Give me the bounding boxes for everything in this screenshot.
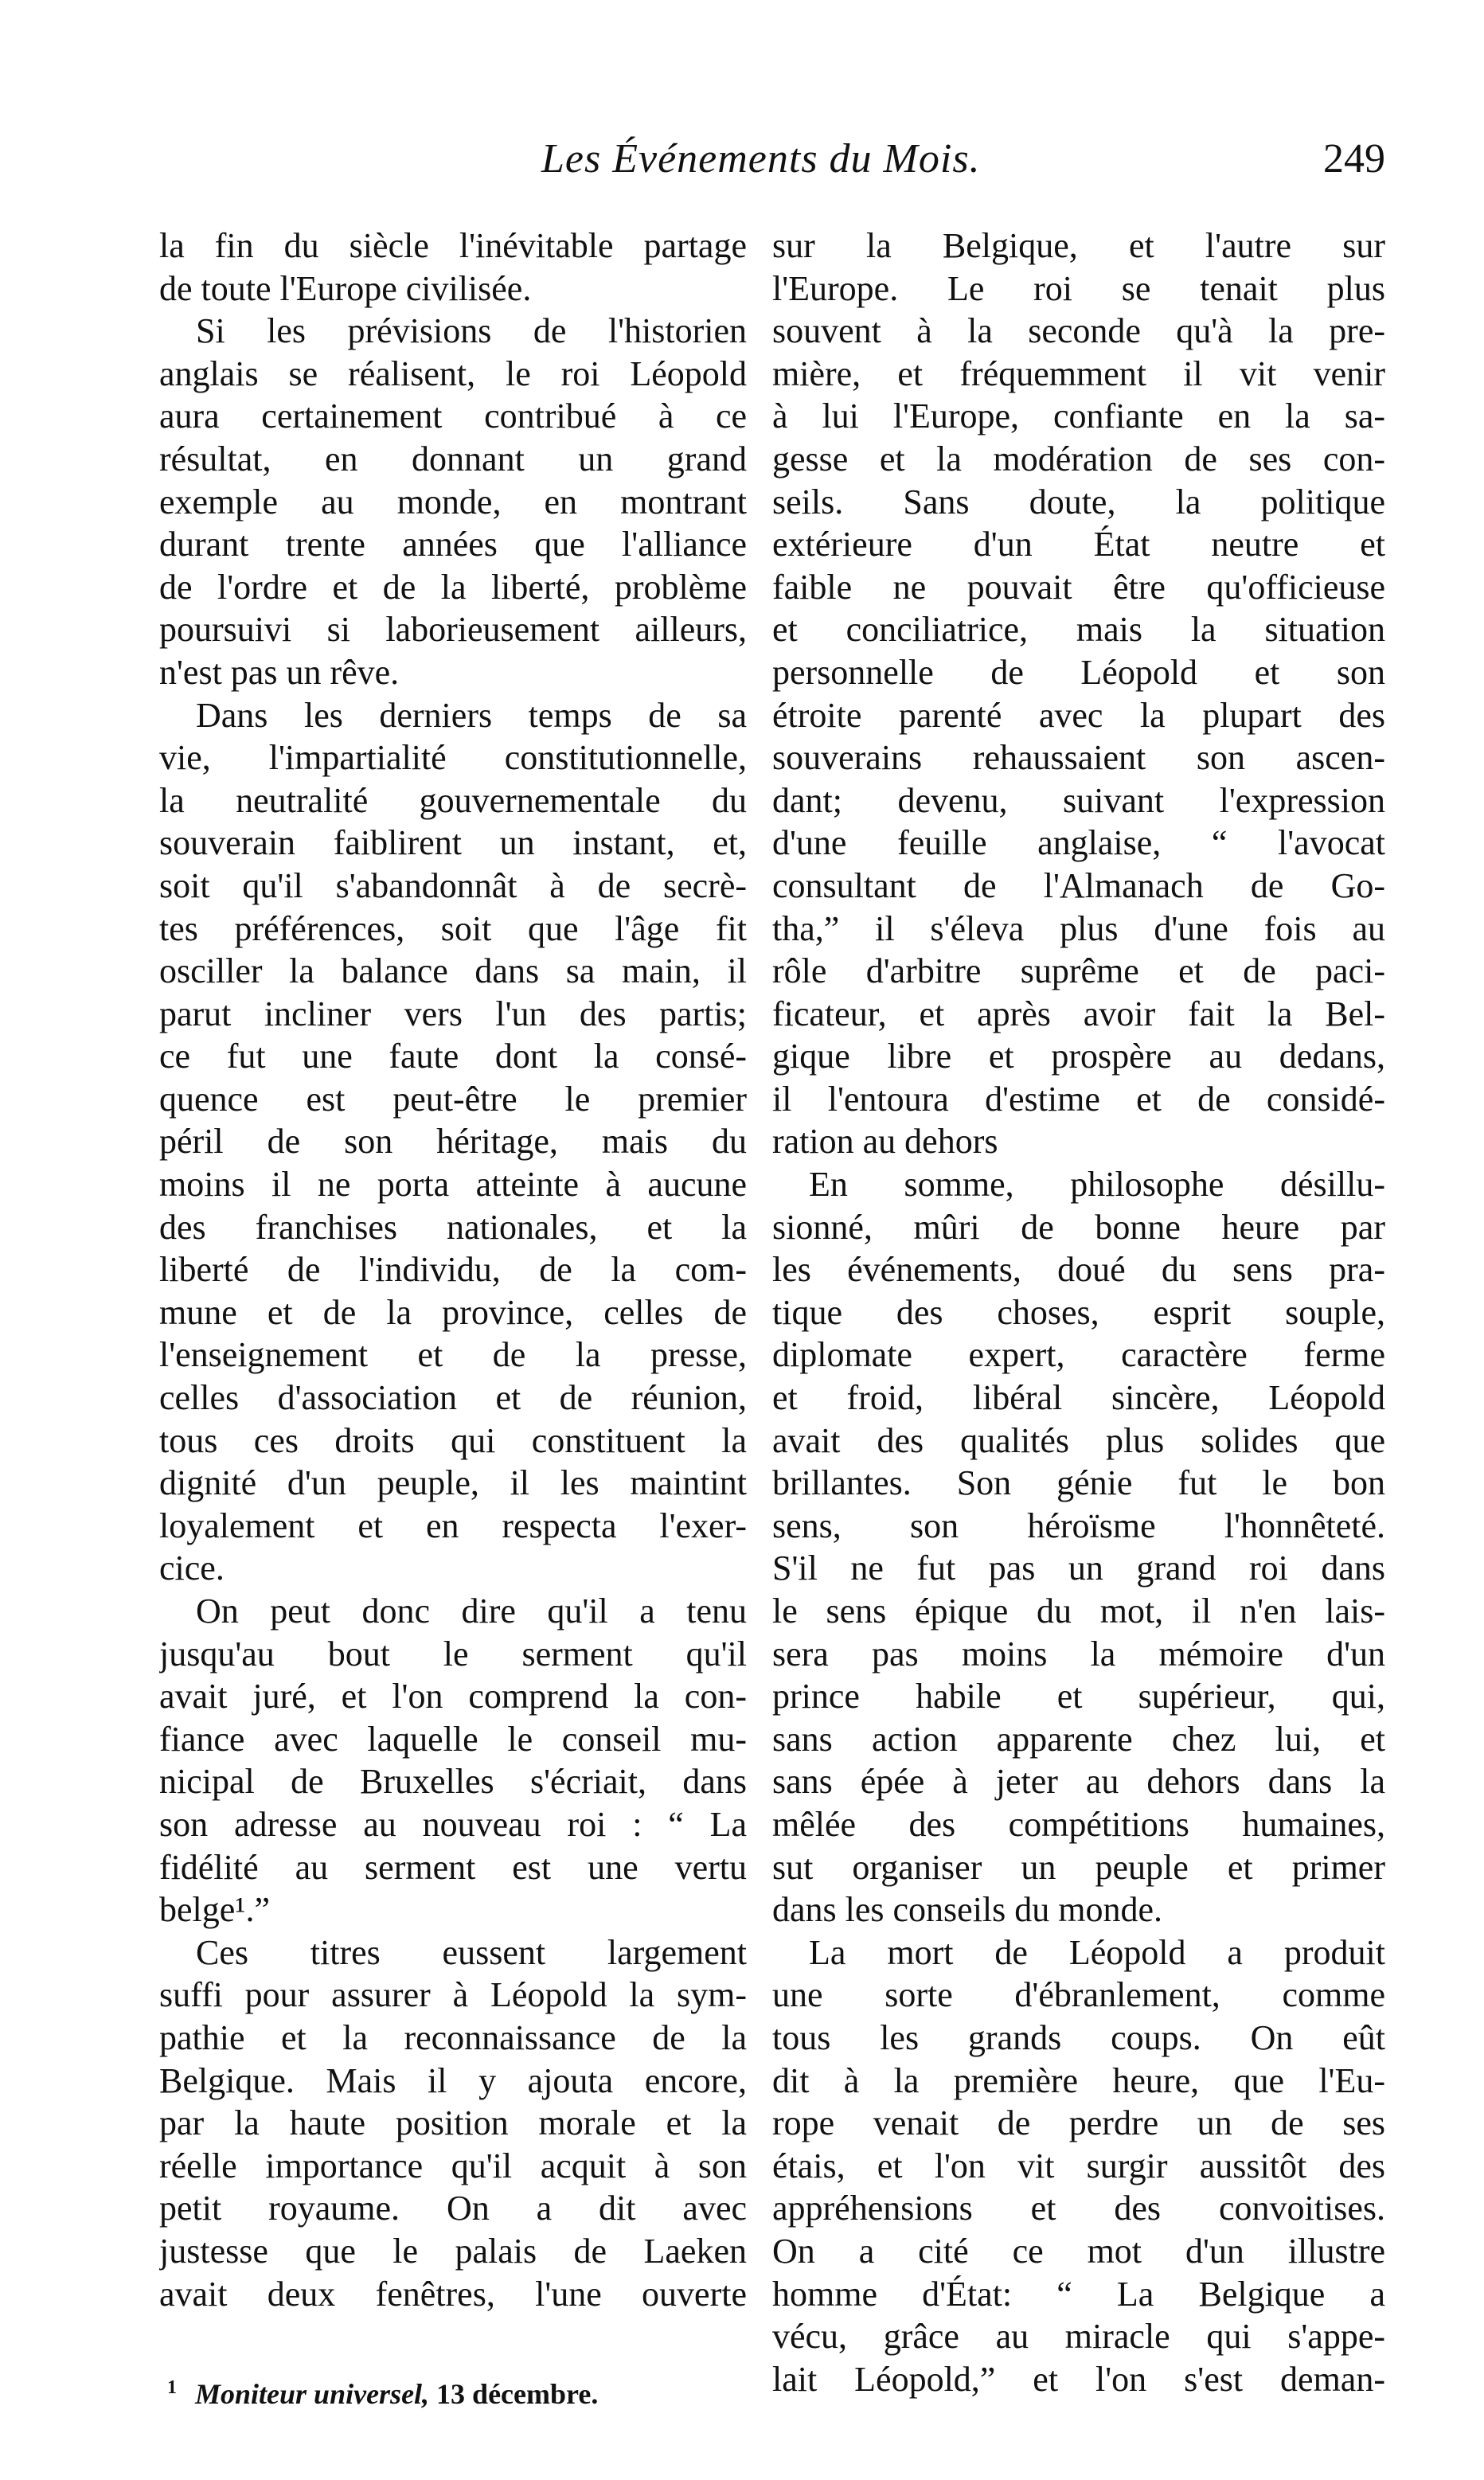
text-line: le sens épique du mot, il n'en lais- (772, 1591, 1385, 1631)
text-line: une sorte d'ébranlement, comme (772, 1975, 1385, 2015)
text-line: anglais se réalisent, le roi Léopold (159, 353, 747, 393)
text-line: la neutralité gouvernementale du (159, 780, 747, 820)
text-line: ration au dehors (772, 1122, 998, 1162)
text-line: cice. (159, 1549, 225, 1588)
text-line: la fin du siècle l'inévitable partage (159, 226, 747, 265)
text-line: vécu, grâce au miracle qui s'appe- (772, 2317, 1385, 2357)
text-line: fiance avec laquelle le conseil mu- (159, 1719, 747, 1759)
text-line: sera pas moins la mémoire d'un (772, 1634, 1385, 1674)
text-line: et froid, libéral sincère, Léopold (772, 1378, 1385, 1418)
text-line: brillantes. Son génie fut le bon (772, 1463, 1385, 1503)
right-column (772, 225, 1385, 2400)
text-line: tous les grands coups. On eût (772, 2017, 1385, 2057)
text-line: prince habile et supérieur, qui, (772, 1677, 1385, 1716)
text-line: avait juré, et l'on comprend la con- (159, 1677, 747, 1716)
text-line: souvent à la seconde qu'à la pre- (772, 311, 1385, 351)
text-line: rôle d'arbitre suprême et de paci- (772, 951, 1385, 991)
text-line: par la haute position morale et la (159, 2103, 747, 2143)
text-line: dans les conseils du monde. (772, 1890, 1163, 1930)
text-line: vie, l'impartialité constitutionnelle, (159, 738, 747, 778)
text-line: exemple au monde, en montrant (159, 482, 747, 521)
text-line: étais, et l'on vit surgir aussitôt des (772, 2146, 1385, 2185)
text-line: réelle importance qu'il acquit à son (159, 2146, 747, 2185)
text-line: de toute l'Europe civilisée. (159, 268, 532, 308)
text-line: suffi pour assurer à Léopold la sym- (159, 1975, 747, 2015)
text-line: ficateur, et après avoir fait la Bel- (772, 994, 1385, 1033)
text-line: à lui l'Europe, confiante en la sa- (772, 396, 1385, 436)
text-line: celles d'association et de réunion, (159, 1378, 747, 1418)
text-line: parut incliner vers l'un des partis; (159, 994, 747, 1033)
text-line: rope venait de perdre un de ses (772, 2103, 1385, 2143)
text-line: lait Léopold,” et l'on s'est deman- (772, 2359, 1385, 2399)
text-line: petit royaume. On a dit avec (159, 2189, 747, 2228)
text-line: ce fut une faute dont la consé- (159, 1037, 747, 1076)
text-line: Ces titres eussent largement (196, 1932, 747, 1972)
text-line: moins il ne porta atteinte à aucune (159, 1165, 747, 1205)
footnote-date: 13 décembre. (436, 2378, 599, 2410)
text-line: avait deux fenêtres, l'une ouverte (159, 2274, 747, 2314)
text-line: il l'entoura d'estime et de considé- (772, 1079, 1385, 1119)
text-line: résultat, en donnant un grand (159, 439, 747, 478)
text-line: de l'ordre et de la liberté, problème (159, 567, 747, 607)
text-line: sens, son héroïsme l'honnêteté. (772, 1506, 1385, 1545)
text-line: dit à la première heure, que l'Eu- (772, 2060, 1385, 2100)
text-line: gesse et la modération de ses con- (772, 439, 1385, 478)
text-line: Dans les derniers temps de sa (196, 695, 747, 735)
text-line: faible ne pouvait être qu'officieuse (772, 567, 1385, 607)
text-line: péril de son héritage, mais du (159, 1122, 747, 1162)
text-line: justesse que le palais de Laeken (159, 2231, 747, 2271)
running-title: Les Événements du Mois. (541, 136, 981, 182)
text-line: fidélité au serment est une vertu (159, 1847, 747, 1887)
footnote (167, 2377, 598, 2411)
text-line: sur la Belgique, et l'autre sur (772, 226, 1385, 265)
text-line: d'une feuille anglaise, “ l'avocat (772, 823, 1385, 863)
text-line: appréhensions et des convoitises. (772, 2189, 1385, 2228)
text-line: loyalement et en respecta l'exer- (159, 1506, 747, 1545)
text-line: homme d'État: “ La Belgique a (772, 2274, 1385, 2314)
page-number: 249 (1323, 136, 1385, 182)
text-line: On peut donc dire qu'il a tenu (196, 1591, 747, 1631)
page-header (159, 135, 1385, 199)
text-line: extérieure d'un État neutre et (772, 525, 1385, 564)
text-line: son adresse au nouveau roi : “ La (159, 1804, 747, 1844)
text-line: dant; devenu, suivant l'expression (772, 780, 1385, 820)
text-line: pathie et la reconnaissance de la (159, 2017, 747, 2057)
text-line: sionné, mûri de bonne heure par (772, 1207, 1385, 1247)
text-line: personnelle de Léopold et son (772, 652, 1385, 692)
text-line: Belgique. Mais il y ajouta encore, (159, 2060, 747, 2100)
text-line: sut organiser un peuple et primer (772, 1847, 1385, 1887)
text-line: dignité d'un peuple, il les maintint (159, 1463, 747, 1503)
text-line: belge¹.” (159, 1890, 271, 1930)
text-line: seils. Sans doute, la politique (772, 482, 1385, 521)
text-line: tha,” il s'éleva plus d'une fois au (772, 908, 1385, 948)
text-line: jusqu'au bout le serment qu'il (159, 1634, 747, 1674)
text-line: tous ces droits qui constituent la (159, 1420, 747, 1460)
text-line: des franchises nationales, et la (159, 1207, 747, 1247)
footnote-mark: 1 (167, 2377, 177, 2398)
text-line: sans action apparente chez lui, et (772, 1719, 1385, 1759)
text-line: S'il ne fut pas un grand roi dans (772, 1549, 1385, 1588)
text-line: mêlée des compétitions humaines, (772, 1804, 1385, 1844)
footnote-source: Moniteur universel, (195, 2378, 430, 2410)
text-line: On a cité ce mot d'un illustre (772, 2231, 1385, 2271)
text-line: tes préférences, soit que l'âge fit (159, 908, 747, 948)
text-line: mière, et fréquemment il vit venir (772, 353, 1385, 393)
text-line: consultant de l'Almanach de Go- (772, 865, 1385, 905)
text-line: avait des qualités plus solides que (772, 1420, 1385, 1460)
text-line: La mort de Léopold a produit (809, 1932, 1385, 1972)
text-line: soit qu'il s'abandonnât à de secrè- (159, 865, 747, 905)
text-line: sans épée à jeter au dehors dans la (772, 1762, 1385, 1802)
text-line: diplomate expert, caractère ferme (772, 1335, 1385, 1375)
text-line: et conciliatrice, mais la situation (772, 610, 1385, 650)
text-line: durant trente années que l'alliance (159, 525, 747, 564)
text-line: souverains rehaussaient son ascen- (772, 738, 1385, 778)
text-line: l'Europe. Le roi se tenait plus (772, 268, 1385, 308)
text-line: tique des choses, esprit souple, (772, 1292, 1385, 1332)
text-line: étroite parenté avec la plupart des (772, 695, 1385, 735)
text-line: aura certainement contribué à ce (159, 396, 747, 436)
text-line: souverain faiblirent un instant, et, (159, 823, 747, 863)
text-line: l'enseignement et de la presse, (159, 1335, 747, 1375)
text-line: mune et de la province, celles de (159, 1292, 747, 1332)
text-line: n'est pas un rêve. (159, 652, 400, 692)
text-line: En somme, philosophe désillu- (809, 1165, 1385, 1205)
left-column (159, 225, 747, 2315)
text-line: Si les prévisions de l'historien (196, 311, 747, 351)
text-line: nicipal de Bruxelles s'écriait, dans (159, 1762, 747, 1802)
text-line: liberté de l'individu, de la com- (159, 1250, 747, 1290)
text-line: osciller la balance dans sa main, il (159, 951, 747, 991)
text-line: poursuivi si laborieusement ailleurs, (159, 610, 747, 650)
text-line: quence est peut-être le premier (159, 1079, 747, 1119)
text-line: les événements, doué du sens pra- (772, 1250, 1385, 1290)
text-line: gique libre et prospère au dedans, (772, 1037, 1385, 1076)
